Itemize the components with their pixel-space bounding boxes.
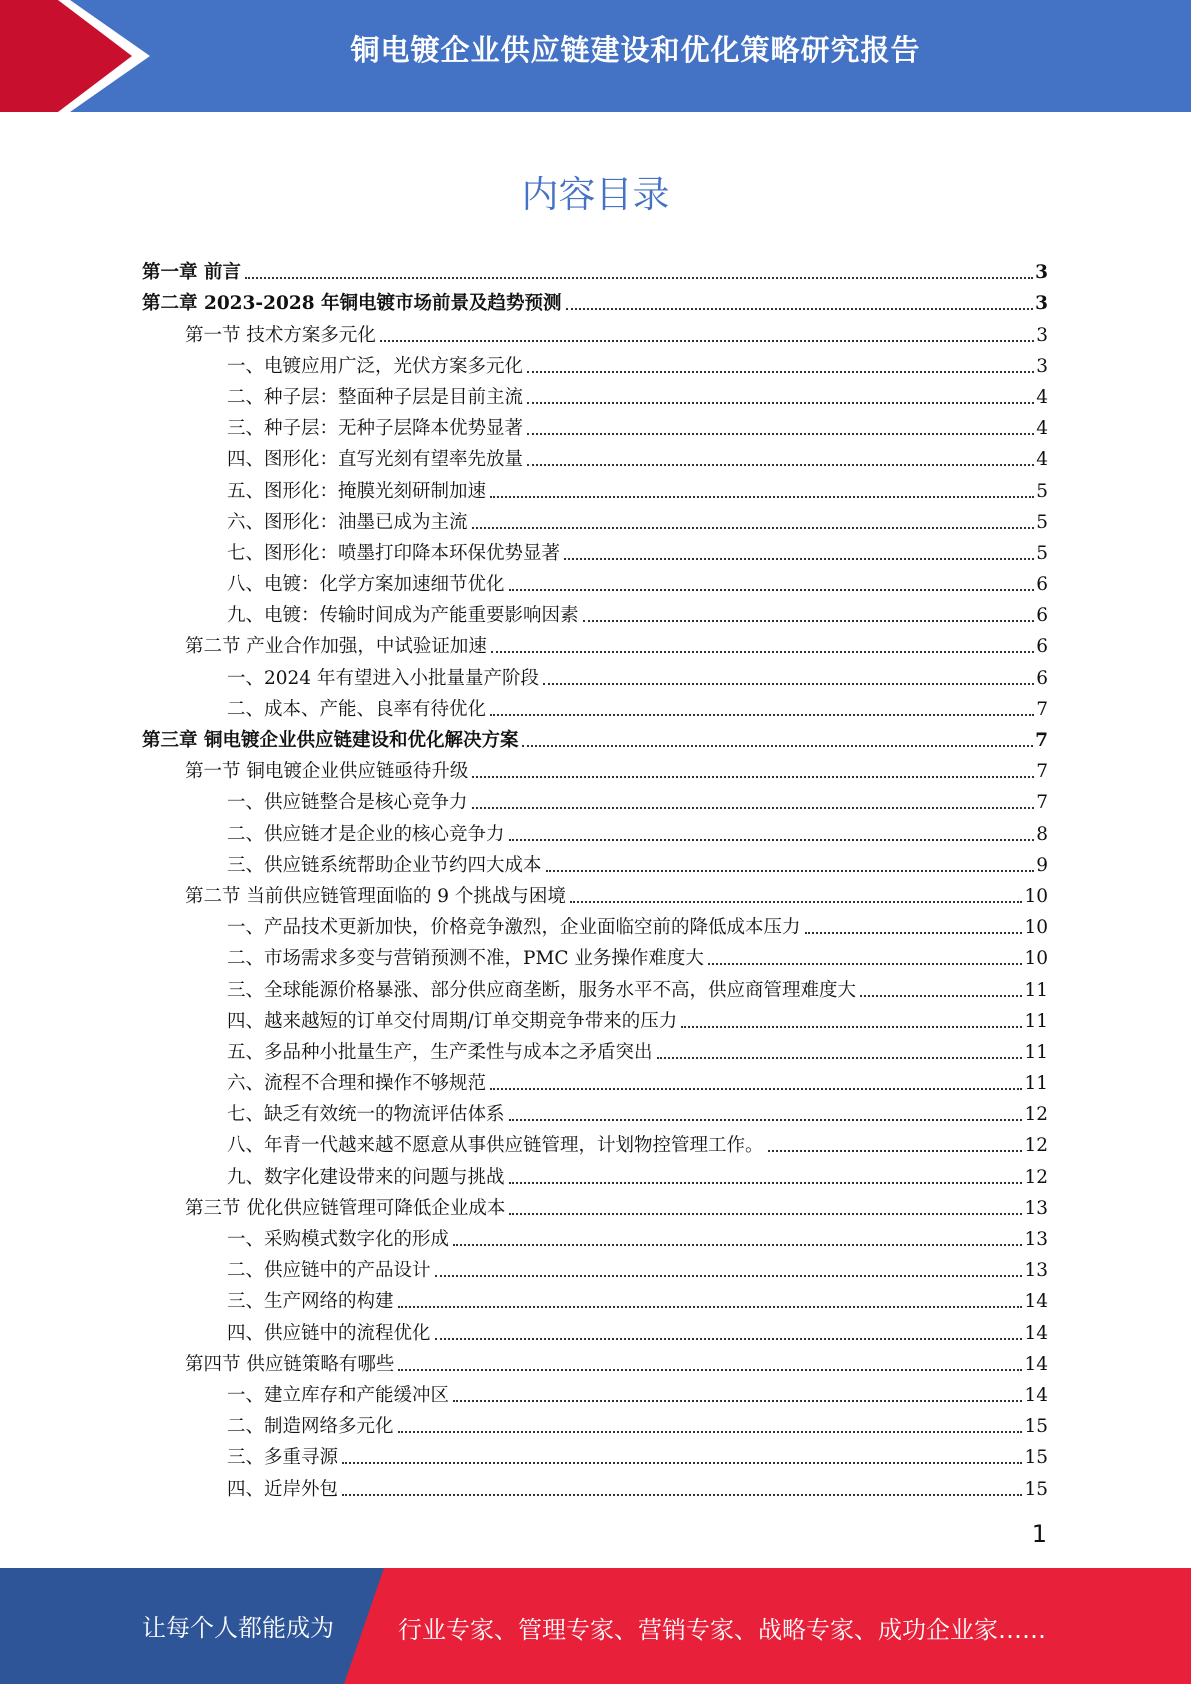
table-of-contents — [142, 254, 1048, 1502]
toc-entry[interactable] — [142, 628, 1048, 659]
toc-entry-title: 九、电镀：传输时间成为产能重要影响因素 — [227, 605, 579, 627]
toc-leader-dots — [509, 1213, 1022, 1215]
toc-entry-title: 二、供应链中的产品设计 — [227, 1260, 431, 1282]
toc-entry[interactable] — [142, 878, 1048, 909]
toc-leader-dots — [583, 620, 1035, 622]
toc-entry-page: 15 — [1024, 1416, 1048, 1438]
toc-entry[interactable] — [142, 847, 1048, 878]
toc-entry-page: 11 — [1024, 1073, 1048, 1095]
toc-leader-dots — [490, 496, 1034, 498]
toc-entry-page: 5 — [1036, 511, 1048, 533]
toc-entry-title: 二、供应链才是企业的核心竞争力 — [227, 823, 505, 845]
toc-leader-dots — [509, 839, 1035, 841]
toc-entry-page: 5 — [1036, 480, 1048, 502]
toc-entry-title: 四、越来越短的订单交付周期/订单交期竞争带来的压力 — [227, 1010, 678, 1032]
toc-entry-page: 13 — [1024, 1197, 1048, 1219]
toc-entry-page: 3 — [1036, 355, 1048, 377]
toc-leader-dots — [570, 901, 1023, 903]
toc-entry[interactable] — [142, 1003, 1048, 1034]
toc-entry-page: 8 — [1036, 823, 1048, 845]
toc-entry-title: 第三节 优化供应链管理可降低企业成本 — [185, 1197, 506, 1219]
toc-leader-dots — [527, 371, 1034, 373]
footer-slogan-right: 行业专家、管理专家、营销专家、战略专家、成功企业家…… — [398, 1616, 1046, 1644]
toc-leader-dots — [522, 745, 1033, 747]
toc-entry-page: 4 — [1036, 449, 1048, 471]
toc-entry-title: 一、采购模式数字化的形成 — [227, 1229, 450, 1250]
toc-entry-page: 6 — [1036, 667, 1048, 689]
toc-entry[interactable] — [142, 1221, 1048, 1252]
toc-leader-dots — [768, 1150, 1023, 1152]
toc-entry-title: 一、电镀应用广泛，光伏方案多元化 — [227, 355, 524, 377]
toc-leader-dots — [491, 651, 1034, 653]
toc-entry[interactable] — [142, 504, 1048, 535]
toc-entry-title: 一、产品技术更新加快，价格竞争激烈，企业面临空前的降低成本压力 — [227, 917, 801, 939]
toc-entry-title: 四、图形化：直写光刻有望率先放量 — [227, 449, 524, 471]
toc-entry-title: 第一节 技术方案多元化 — [185, 324, 376, 346]
toc-entry[interactable] — [142, 909, 1048, 940]
toc-entry-title: 八、年青一代越来越不愿意从事供应链管理，计划物控管理工作。 — [227, 1135, 764, 1157]
toc-entry[interactable] — [142, 940, 1048, 971]
toc-entry-page: 15 — [1024, 1478, 1048, 1500]
toc-entry-title: 七、图形化：喷墨打印降本环保优势显著 — [227, 542, 561, 564]
toc-entry-title: 三、多重寻源 — [227, 1447, 339, 1469]
toc-entry-page: 7 — [1036, 698, 1048, 720]
toc-entry-page: 14 — [1024, 1384, 1048, 1406]
toc-entry-page: 3 — [1035, 293, 1048, 315]
toc-entry[interactable] — [142, 441, 1048, 472]
toc-entry-title: 二、种子层：整面种子层是目前主流 — [227, 386, 524, 408]
toc-entry-title: 二、制造网络多元化 — [227, 1416, 394, 1438]
toc-entry-title: 第四节 供应链策略有哪些 — [185, 1353, 395, 1375]
toc-entry-page: 4 — [1036, 418, 1048, 440]
toc-leader-dots — [657, 1057, 1023, 1059]
toc-entry-page: 4 — [1036, 386, 1048, 408]
toc-leader-dots — [681, 1026, 1022, 1028]
toc-entry[interactable] — [142, 691, 1048, 722]
toc-leader-dots — [805, 932, 1023, 934]
toc-entry-page: 11 — [1024, 979, 1048, 1001]
toc-entry[interactable] — [142, 566, 1048, 597]
toc-entry-page: 13 — [1024, 1229, 1048, 1250]
toc-leader-dots — [490, 714, 1034, 716]
toc-entry[interactable] — [142, 1190, 1048, 1221]
toc-entry-title: 六、图形化：油墨已成为主流 — [227, 511, 468, 533]
toc-entry-title: 九、数字化建设带来的问题与挑战 — [227, 1166, 505, 1188]
toc-entry-page: 12 — [1024, 1104, 1048, 1126]
toc-entry[interactable] — [142, 1158, 1048, 1189]
toc-entry-title: 六、流程不合理和操作不够规范 — [227, 1073, 487, 1095]
toc-entry-title: 三、生产网络的构建 — [227, 1291, 394, 1313]
toc-leader-dots — [342, 1494, 1022, 1496]
toc-leader-dots — [527, 433, 1034, 435]
toc-entry-page: 10 — [1024, 917, 1048, 939]
toc-entry-page: 10 — [1024, 948, 1048, 970]
toc-leader-dots — [546, 870, 1035, 872]
toc-entry-title: 三、种子层：无种子层降本优势显著 — [227, 418, 524, 440]
toc-entry[interactable] — [142, 1096, 1048, 1127]
toc-leader-dots — [435, 1275, 1023, 1277]
toc-entry[interactable] — [142, 784, 1048, 815]
toc-leader-dots — [708, 963, 1023, 965]
toc-entry[interactable] — [142, 1408, 1048, 1439]
toc-entry-title: 第二节 产业合作加强，中试验证加速 — [185, 636, 487, 658]
toc-entry-page: 6 — [1036, 636, 1048, 658]
toc-entry-page: 14 — [1024, 1353, 1048, 1375]
toc-leader-dots — [527, 464, 1034, 466]
toc-entry-page: 7 — [1035, 730, 1048, 751]
toc-entry-title: 三、全球能源价格暴涨、部分供应商垄断，服务水平不高，供应商管理难度大 — [227, 979, 857, 1001]
page-footer — [0, 1568, 1191, 1684]
toc-entry[interactable] — [142, 379, 1048, 410]
toc-entry[interactable] — [142, 971, 1048, 1002]
toc-entry-title: 八、电镀：化学方案加速细节优化 — [227, 574, 505, 596]
page-number: 1 — [1031, 1520, 1047, 1548]
toc-entry[interactable] — [142, 1314, 1048, 1345]
toc-entry-page: 12 — [1024, 1135, 1048, 1157]
toc-entry-title: 第二节 当前供应链管理面临的 9 个挑战与困境 — [185, 885, 566, 907]
toc-entry-page: 10 — [1024, 885, 1048, 907]
toc-entry[interactable] — [142, 1439, 1048, 1470]
toc-entry[interactable] — [142, 254, 1048, 285]
toc-entry-page: 6 — [1036, 605, 1048, 627]
toc-entry-title: 一、供应链整合是核心竞争力 — [227, 792, 468, 814]
toc-entry-title: 五、图形化：掩膜光刻研制加速 — [227, 480, 487, 502]
toc-leader-dots — [472, 776, 1034, 778]
toc-leader-dots — [509, 589, 1035, 591]
toc-entry-page: 3 — [1035, 262, 1048, 284]
toc-entry[interactable] — [142, 1034, 1048, 1065]
toc-entry[interactable] — [142, 1127, 1048, 1158]
toc-entry[interactable] — [142, 285, 1048, 316]
toc-entry-title: 四、供应链中的流程优化 — [227, 1322, 431, 1344]
toc-leader-dots — [435, 1338, 1023, 1340]
toc-entry[interactable] — [142, 1377, 1048, 1408]
toc-entry-title: 三、供应链系统帮助企业节约四大成本 — [227, 854, 542, 876]
toc-entry[interactable] — [142, 410, 1048, 441]
toc-entry-title: 二、成本、产能、良率有待优化 — [227, 698, 487, 720]
page-header — [0, 0, 1191, 112]
toc-leader-dots — [527, 402, 1034, 404]
toc-leader-dots — [398, 1431, 1023, 1433]
toc-entry[interactable] — [142, 348, 1048, 379]
toc-leader-dots — [472, 807, 1035, 809]
toc-entry-title: 第三章 铜电镀企业供应链建设和优化解决方案 — [142, 730, 519, 751]
toc-entry-page: 13 — [1024, 1260, 1048, 1282]
toc-heading: 内容目录 — [521, 173, 670, 216]
toc-entry-title: 二、市场需求多变与营销预测不准，PMC 业务操作难度大 — [227, 948, 704, 970]
toc-leader-dots — [543, 683, 1034, 685]
toc-leader-dots — [398, 1369, 1022, 1371]
toc-leader-dots — [472, 527, 1035, 529]
toc-leader-dots — [566, 308, 1034, 310]
toc-entry-page: 15 — [1024, 1447, 1048, 1469]
toc-leader-dots — [380, 340, 1034, 342]
toc-entry-page: 14 — [1024, 1291, 1048, 1313]
toc-entry-page: 6 — [1036, 574, 1048, 596]
toc-entry[interactable] — [142, 1252, 1048, 1283]
toc-entry[interactable] — [142, 753, 1048, 784]
toc-entry-page: 11 — [1024, 1010, 1048, 1032]
toc-entry-title: 第一章 前言 — [142, 262, 241, 284]
toc-entry[interactable] — [142, 659, 1048, 690]
toc-leader-dots — [509, 1182, 1023, 1184]
toc-entry-title: 一、建立库存和产能缓冲区 — [227, 1384, 450, 1406]
toc-leader-dots — [342, 1462, 1022, 1464]
toc-leader-dots — [490, 1088, 1022, 1090]
toc-leader-dots — [860, 995, 1022, 997]
toc-entry[interactable] — [142, 472, 1048, 503]
toc-entry-title: 一、2024 年有望进入小批量量产阶段 — [227, 667, 539, 689]
toc-entry[interactable] — [142, 1346, 1048, 1377]
document-title: 铜电镀企业供应链建设和优化策略研究报告 — [350, 33, 921, 67]
toc-entry-page: 3 — [1036, 324, 1048, 346]
toc-entry[interactable] — [142, 535, 1048, 566]
toc-leader-dots — [453, 1400, 1022, 1402]
toc-leader-dots — [245, 277, 1033, 279]
toc-entry-page: 7 — [1036, 761, 1048, 783]
toc-entry-page: 11 — [1024, 1041, 1048, 1063]
footer-slogan-left: 让每个人都能成为 — [142, 1614, 334, 1642]
toc-entry[interactable] — [142, 1470, 1048, 1501]
toc-entry[interactable] — [142, 1283, 1048, 1314]
toc-entry-page: 9 — [1036, 854, 1048, 876]
toc-entry[interactable] — [142, 815, 1048, 846]
toc-entry[interactable] — [142, 722, 1048, 753]
toc-entry-title: 第二章 2023-2028 年铜电镀市场前景及趋势预测 — [142, 293, 562, 315]
toc-leader-dots — [453, 1244, 1022, 1246]
toc-entry[interactable] — [142, 597, 1048, 628]
toc-entry-page: 12 — [1024, 1166, 1048, 1188]
toc-entry[interactable] — [142, 316, 1048, 347]
toc-entry-title: 四、近岸外包 — [227, 1478, 339, 1500]
toc-leader-dots — [564, 558, 1034, 560]
toc-entry-page: 7 — [1036, 792, 1048, 814]
toc-entry[interactable] — [142, 1065, 1048, 1096]
toc-entry-title: 七、缺乏有效统一的物流评估体系 — [227, 1104, 505, 1126]
toc-entry-page: 14 — [1024, 1322, 1048, 1344]
toc-entry-title: 第一节 铜电镀企业供应链亟待升级 — [185, 761, 469, 783]
toc-entry-title: 五、多品种小批量生产，生产柔性与成本之矛盾突出 — [227, 1041, 653, 1063]
toc-entry-page: 5 — [1036, 542, 1048, 564]
toc-leader-dots — [509, 1119, 1023, 1121]
toc-leader-dots — [398, 1306, 1023, 1308]
